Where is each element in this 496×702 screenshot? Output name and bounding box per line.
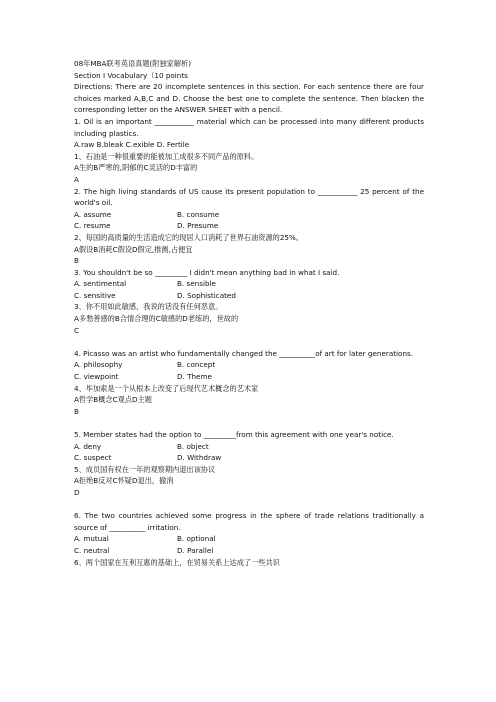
option-b: B. sensible [177, 279, 216, 289]
spacer [74, 499, 424, 511]
question-6-translation: 6、两个国家在互利互惠的基础上，在贸易关系上达成了一些共识 [74, 557, 280, 567]
option-b: B. concept [177, 360, 216, 370]
question-2-options-row-1 [74, 209, 424, 221]
question-6-options-row-1 [74, 533, 424, 545]
question-1-translation: 1、石油是一种很重要的能被加工成很多不同产品的原料。 [74, 151, 259, 161]
option-d: D. Withdraw [177, 453, 222, 463]
question-5-answer: D [74, 487, 80, 497]
question-3-translation: 3、你不用如此敏感，我说的话没有任何恶意。 [74, 302, 223, 312]
document-title: 08年MBA联考英语真题(附独家解析) [74, 59, 192, 68]
question-5-options-row-2 [74, 452, 424, 464]
question-2-stem: 2. The high living standards of US cause its present population to ___________ 25 percent of the world's oil. [74, 186, 424, 208]
question-5-translation: 5、成员国有权在一年的观察期内退出该协议 [74, 464, 216, 474]
option-c: C. neutral [74, 545, 110, 555]
question-5-explanation: A拒绝B反对C怀疑D退出，撤消 [74, 476, 174, 486]
option-d: D. Sophisticated [177, 290, 236, 300]
question-5-stem: 5. Member states had the option to _________from this agreement with one year's notice. [74, 430, 394, 439]
option-c: C. viewpoint [74, 372, 119, 382]
question-4-explanation: A哲学B概念C观点D主题 [74, 395, 152, 405]
question-4-stem: 4. Picasso was an artist who fundamentally changed the __________of art for later generations. [74, 348, 414, 358]
option-a: A. assume [74, 209, 112, 219]
option-c: C. sensitive [74, 290, 116, 300]
directions-text: Directions: There are 20 incomplete sentences in this section. For each sentence there are four choices marked A,B,C and D. Choose the best one to complete the sentence. Then blacken the corresponding letter on the ANSWER SHEET with a pencil. [74, 82, 424, 115]
option-b: B. optional [177, 534, 216, 544]
option-d: D. Theme [177, 372, 212, 382]
question-1-options: A.raw B.bleak C.exible D. Fertile [74, 140, 190, 150]
question-1-stem: 1. Oil is an important ___________ material which can be processed into many different products including plastics. [74, 116, 424, 138]
question-4-options-row-2 [74, 371, 424, 383]
option-c: C. suspect [74, 453, 112, 463]
question-3-options-row-1 [74, 278, 424, 290]
spacer [74, 417, 424, 429]
question-3-answer: C [74, 325, 80, 335]
question-2-translation: 2、每国的高质量的生活造成它的现居人口消耗了世界石油资源的25%。 [74, 232, 303, 242]
option-a: A. philosophy [74, 360, 123, 370]
option-b: B. object [177, 441, 209, 451]
question-2-answer: B [74, 256, 79, 266]
option-d: D. Presume [177, 221, 219, 231]
question-4-answer: B [74, 406, 79, 416]
question-1-explanation: A生的B严寒的,阴郁的C灵活的D丰富的 [74, 163, 198, 173]
option-b: B. consume [177, 209, 220, 219]
question-5-options-row-1 [74, 441, 424, 453]
question-2-explanation: A假设B消耗C假设D假定,推测,占便宜 [74, 244, 193, 254]
option-a: A. mutual [74, 534, 109, 544]
document-page [74, 58, 424, 568]
option-a: A. sentimental [74, 279, 127, 289]
question-3-options-row-2 [74, 290, 424, 302]
question-2-options-row-2 [74, 220, 424, 232]
section-heading: Section I Vocabulary（10 points [74, 70, 188, 80]
option-c: C. resume [74, 221, 111, 231]
option-a: A. deny [74, 441, 102, 451]
question-4-translation: 4、毕加索是一个从根本上改变了后现代艺术概念的艺术家 [74, 383, 259, 393]
option-d: D. Parallel [177, 545, 214, 555]
question-3-stem: 3. You shouldn't be so _________ I didn't mean anything bad in what I said. [74, 267, 340, 277]
question-6-stem: 6. The two countries achieved some progress in the sphere of trade relations traditionally a source of __________ irritation. [74, 511, 424, 532]
question-1-answer: A [74, 174, 79, 184]
spacer [74, 336, 424, 348]
question-3-explanation: A多愁善感的B合情合理的C敏感的D老练的，世故的 [74, 314, 239, 324]
question-4-options-row-1 [74, 359, 424, 371]
question-6-options-row-2 [74, 545, 424, 557]
